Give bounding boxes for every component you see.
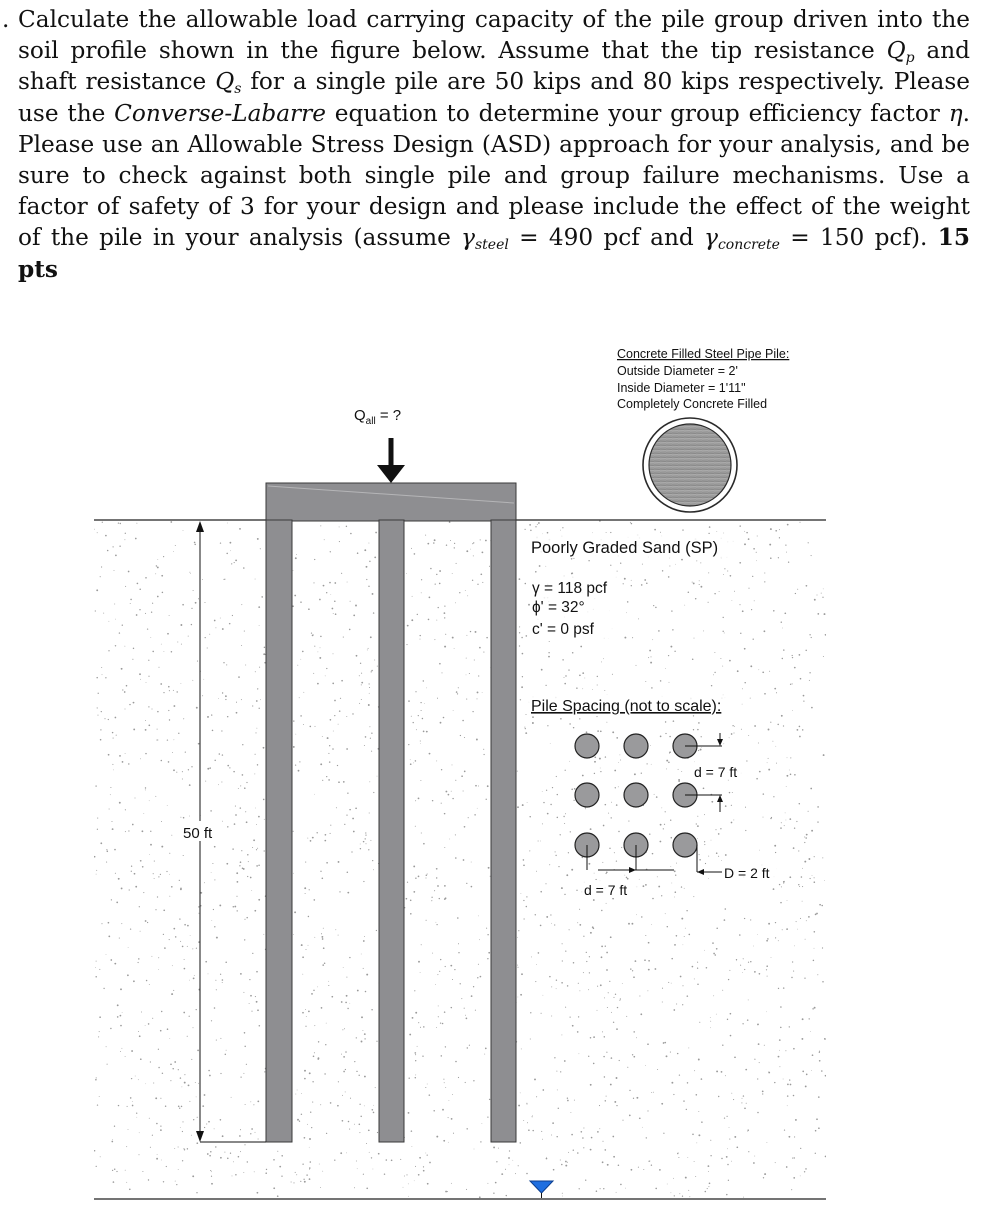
depth-arrow-top: [196, 521, 204, 532]
problem-text-5: . Please use an Allowable Stress Design (ASD) approach for your analysis, and be sure to check against both single pile and group failure mechanisms. Use a factor of safety of 3 for your design and please include the effect of the weight of the pile in your analysis (assume: [18, 99, 970, 252]
pile-fill-note: Completely Concrete Filled: [617, 397, 768, 411]
load-arrow-head: [377, 465, 405, 483]
load-label: $Q_{all}$ = ?: [354, 407, 402, 427]
qs-symbol: Q: [215, 68, 235, 96]
soil-name: Poorly Graded Sand (SP): [531, 539, 719, 557]
soil-stipple: [94, 520, 827, 1198]
plan-pile-9: [673, 833, 697, 857]
pile-spacing-title: Pile Spacing (not to scale):: [531, 698, 722, 715]
vertical-spacing-arrow-bottom: [717, 795, 723, 802]
water-table-marker: [530, 1181, 553, 1193]
soil-cohesion: c' = 0 psf: [532, 621, 594, 638]
problem-text-3: for a single pile are 50 kips and 80 kips respectively. Please use the: [18, 68, 970, 127]
pile-center: [379, 520, 404, 1142]
points-label: 15 pts: [18, 224, 970, 283]
problem-text-1: Calculate the allowable load carrying capacity of the pile group driven into the soil profile shown in the figure below. Assume that the tip resistance: [18, 6, 970, 65]
pile-section-concrete-core: [649, 424, 731, 506]
qs-subscript: s: [234, 81, 242, 98]
problem-bullet: .: [2, 6, 10, 33]
horizontal-spacing-label: d = 7 ft: [584, 882, 628, 898]
pile-left: [266, 520, 292, 1142]
depth-arrow-bottom: [196, 1131, 204, 1142]
gamma-steel-symbol: γ: [461, 224, 475, 252]
depth-label: 50 ft: [183, 825, 213, 842]
diameter-label: D = 2 ft: [724, 865, 770, 881]
gamma-steel-subscript: steel: [474, 237, 509, 254]
vertical-spacing-arrow-top: [717, 739, 723, 746]
problem-text-4: equation to determine your group efficiency factor: [325, 99, 949, 127]
plan-pile-1: [575, 734, 599, 758]
soil-friction-angle: ϕ' = 32°: [532, 599, 585, 616]
plan-pile-2: [624, 734, 648, 758]
method-name: Converse-Labarre: [114, 99, 326, 127]
eta-symbol: η: [948, 99, 963, 127]
pile-outside-diameter: Outside Diameter = 2': [617, 364, 738, 378]
problem-text-2: and shaft resistance: [18, 37, 970, 96]
plan-pile-5: [624, 783, 648, 807]
gamma-steel-value: = 490 pcf and: [508, 224, 705, 252]
qp-symbol: Q: [886, 37, 906, 65]
gamma-concrete-value: = 150 pcf).: [779, 224, 938, 252]
vertical-spacing-label: d = 7 ft: [694, 764, 738, 780]
diameter-dimension-arrow: [697, 869, 704, 875]
gamma-concrete-symbol: γ: [704, 224, 718, 252]
soil-unit-weight: γ = 118 pcf: [532, 580, 608, 597]
horizontal-spacing-arrow: [629, 867, 636, 873]
qp-subscript: p: [905, 50, 915, 67]
pile-right: [491, 520, 516, 1142]
plan-pile-4: [575, 783, 599, 807]
pile-inside-diameter: Inside Diameter = 1'11": [617, 381, 746, 395]
gamma-concrete-subscript: concrete: [717, 237, 780, 254]
pile-section-title: Concrete Filled Steel Pipe Pile:: [617, 347, 790, 361]
